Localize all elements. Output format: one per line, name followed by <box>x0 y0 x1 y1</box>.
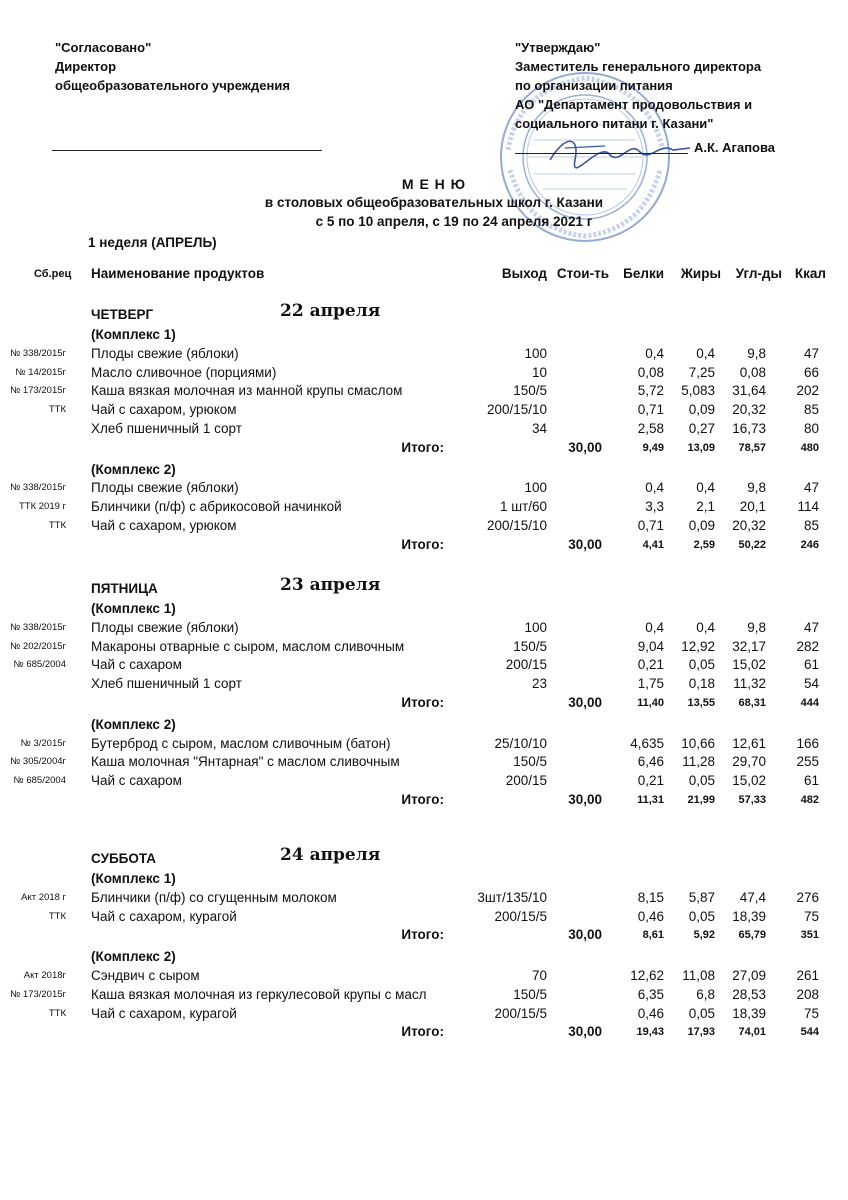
protein: 3,3 <box>645 499 664 515</box>
day-date: 24 апреля <box>280 845 381 865</box>
product-name: Блинчики (п/ф) с абрикосовой начинкой <box>91 499 342 515</box>
output: 100 <box>524 480 547 496</box>
page-subtitle: в столовых общеобразовательных школ г. Казани <box>264 195 604 210</box>
product-name: Масло сливочное (порциями) <box>91 364 277 380</box>
kcal: 276 <box>796 889 819 905</box>
product-name: Чай с сахаром, урюком <box>91 518 237 533</box>
kcal: 85 <box>803 402 819 418</box>
output: 200/15 <box>505 657 547 673</box>
total-protein: 8,61 <box>642 929 664 942</box>
day-name: ЧЕТВЕРГ <box>91 307 154 322</box>
table-row <box>0 908 848 926</box>
complex-title: (Комплекс 1) <box>91 871 176 886</box>
output: 34 <box>531 421 547 436</box>
carbs: 9,8 <box>747 345 766 361</box>
output: 3шт/135/10 <box>477 889 547 905</box>
fat: 0,27 <box>688 421 715 436</box>
product-name: Хлеб пшеничный 1 сорт <box>91 421 242 436</box>
recipe-code: ТТК <box>48 404 66 416</box>
complex-label <box>0 461 848 479</box>
signature-line-right <box>515 153 688 154</box>
approval-right <box>515 38 761 133</box>
total-protein: 11,31 <box>637 794 664 806</box>
approval-right-line4: социального питани г. Казани" <box>515 116 714 131</box>
complex-title: (Комплекс 2) <box>91 716 176 732</box>
total-row <box>0 791 848 809</box>
col-name: Наименование продуктов <box>91 266 265 281</box>
table-row <box>0 1005 848 1023</box>
protein: 0,4 <box>645 480 664 496</box>
table-row <box>0 986 848 1004</box>
carbs: 0,08 <box>739 364 766 380</box>
approval-right-line1: Заместитель генерального директора <box>515 59 762 74</box>
fat: 12,92 <box>681 638 715 654</box>
total-label: Итого: <box>401 695 444 710</box>
output: 150/5 <box>513 754 547 770</box>
carbs: 20,32 <box>732 518 766 533</box>
col-kcal: Ккал <box>794 266 826 281</box>
day-header <box>0 301 848 322</box>
carbs: 20,1 <box>739 499 766 515</box>
recipe-code: ТТК 2019 г <box>18 501 66 513</box>
complex-title: (Комплекс 2) <box>91 461 176 477</box>
recipe-code: ТТК <box>48 520 66 531</box>
table-row <box>0 967 848 985</box>
total-row <box>0 1023 848 1041</box>
total-fat: 13,55 <box>687 697 715 709</box>
protein: 12,62 <box>630 968 664 983</box>
total-price: 30,00 <box>568 439 602 455</box>
recipe-code: № 173/2015г <box>10 385 66 397</box>
protein: 0,46 <box>637 908 664 924</box>
total-price: 30,00 <box>568 1024 602 1040</box>
table-row <box>0 420 848 438</box>
product-name: Каша вязкая молочная из геркулесовой крупы с масл <box>91 986 427 1002</box>
fat: 0,05 <box>688 773 715 789</box>
recipe-code: № 685/2004 <box>13 659 66 671</box>
output: 200/15/5 <box>494 1005 547 1021</box>
total-kcal: 480 <box>800 441 819 454</box>
table-row <box>0 772 848 790</box>
protein: 6,46 <box>637 754 664 770</box>
carbs: 28,53 <box>732 986 766 1002</box>
protein: 0,46 <box>637 1005 664 1021</box>
total-label: Итого: <box>401 439 444 455</box>
total-fat: 13,09 <box>687 441 715 454</box>
protein: 0,4 <box>645 345 664 361</box>
product-name: Блинчики (п/ф) со сгущенным молоком <box>91 889 337 905</box>
product-name: Чай с сахаром <box>91 773 182 789</box>
table-row <box>0 656 848 674</box>
kcal: 208 <box>796 986 819 1002</box>
day-header <box>0 845 848 866</box>
carbs: 18,39 <box>732 908 766 924</box>
product-name: Чай с сахаром, урюком <box>91 402 237 418</box>
recipe-code: № 14/2015г <box>15 366 66 378</box>
fat: 11,28 <box>682 754 715 770</box>
col-output: Выход <box>501 266 547 281</box>
fat: 0,4 <box>696 480 715 496</box>
kcal: 75 <box>803 1005 819 1021</box>
kcal: 61 <box>803 773 819 789</box>
kcal: 202 <box>796 383 819 399</box>
carbs: 9,8 <box>747 619 766 635</box>
day-header <box>0 575 848 596</box>
kcal: 166 <box>796 735 819 751</box>
total-carbs: 65,79 <box>738 929 766 942</box>
total-fat: 5,92 <box>693 929 715 942</box>
table-row <box>0 364 848 382</box>
table-row <box>0 517 848 535</box>
complex-label <box>0 716 848 734</box>
table-row <box>0 401 848 419</box>
total-carbs: 74,01 <box>738 1026 766 1039</box>
output: 150/5 <box>513 383 547 399</box>
output: 100 <box>524 619 547 635</box>
total-fat: 17,93 <box>687 1026 715 1039</box>
fat: 10,66 <box>681 735 715 751</box>
fat: 0,09 <box>688 518 715 533</box>
carbs: 31,64 <box>732 383 766 399</box>
total-price: 30,00 <box>568 792 602 807</box>
kcal: 47 <box>803 480 819 496</box>
carbs: 47,4 <box>739 889 766 905</box>
approval-left-title: "Согласовано" <box>55 40 152 55</box>
total-row <box>0 694 848 712</box>
total-kcal: 444 <box>800 697 819 709</box>
kcal: 261 <box>796 968 819 983</box>
product-name: Бутерброд с сыром, маслом сливочным (батон) <box>91 735 391 751</box>
total-price: 30,00 <box>568 927 602 943</box>
carbs: 11,32 <box>733 676 766 692</box>
recipe-code: № 202/2015г <box>10 640 66 652</box>
complex-label <box>0 870 848 888</box>
fat: 0,4 <box>696 345 715 361</box>
protein: 5,72 <box>637 383 664 399</box>
product-name: Чай с сахаром, курагой <box>91 1005 237 1021</box>
recipe-code: № 338/2015г <box>10 482 66 494</box>
recipe-code: ТТК <box>48 1007 66 1019</box>
table-row <box>0 345 848 363</box>
total-carbs: 78,57 <box>738 441 766 454</box>
complex-title: (Комплекс 1) <box>91 327 176 342</box>
protein: 1,75 <box>637 676 664 692</box>
product-name: Чай с сахаром, курагой <box>91 908 237 924</box>
fat: 2,1 <box>696 499 715 515</box>
approval-right-line2: по организации питания <box>515 78 673 93</box>
protein: 0,21 <box>637 773 664 789</box>
output: 200/15/5 <box>494 908 547 924</box>
recipe-code: № 305/2004г <box>10 756 66 768</box>
complex-label <box>0 948 848 966</box>
output: 200/15/10 <box>486 518 547 533</box>
recipe-code: ТТК <box>48 910 66 922</box>
kcal: 54 <box>803 676 819 692</box>
approval-right-title: "Утверждаю" <box>515 40 601 55</box>
total-fat: 2,59 <box>693 538 715 551</box>
protein: 9,04 <box>637 638 664 654</box>
complex-label <box>0 600 848 618</box>
recipe-code: № 685/2004 <box>13 775 66 787</box>
carbs: 15,02 <box>732 657 766 673</box>
output: 100 <box>524 345 547 361</box>
day-name: СУББОТА <box>91 851 157 866</box>
complex-title: (Комплекс 2) <box>91 949 176 965</box>
col-price: Стои-ть <box>556 266 609 281</box>
table-row <box>0 498 848 516</box>
total-kcal: 351 <box>800 929 819 942</box>
product-name: Плоды свежие (яблоки) <box>91 619 239 635</box>
total-label: Итого: <box>401 792 444 807</box>
approval-right-line3: АО "Департамент продовольствия и <box>515 97 753 112</box>
total-fat: 21,99 <box>687 794 715 806</box>
kcal: 85 <box>803 518 819 533</box>
total-carbs: 68,31 <box>738 697 766 709</box>
recipe-code: № 338/2015г <box>10 621 66 633</box>
fat: 11,08 <box>682 968 715 983</box>
product-name: Макароны отварные с сыром, маслом сливочным <box>91 638 405 654</box>
total-row <box>0 926 848 944</box>
carbs: 32,17 <box>732 638 766 654</box>
product-name: Чай с сахаром <box>91 657 182 673</box>
output: 10 <box>531 364 547 380</box>
column-headers <box>0 265 848 283</box>
protein: 2,58 <box>637 421 664 436</box>
protein: 0,08 <box>637 364 664 380</box>
output: 23 <box>531 676 547 692</box>
kcal: 80 <box>803 421 819 436</box>
kcal: 47 <box>803 345 819 361</box>
fat: 0,09 <box>688 402 715 418</box>
total-row <box>0 536 848 554</box>
fat: 0,18 <box>688 676 715 692</box>
signature-line-left <box>52 150 322 151</box>
total-protein: 11,40 <box>637 697 664 709</box>
output: 25/10/10 <box>494 735 547 751</box>
output: 70 <box>531 968 547 983</box>
table-row <box>0 675 848 693</box>
kcal: 255 <box>796 754 819 770</box>
total-price: 30,00 <box>568 695 602 710</box>
fat: 5,87 <box>688 889 715 905</box>
recipe-code: № 338/2015г <box>10 347 66 359</box>
total-kcal: 544 <box>800 1026 819 1039</box>
output: 150/5 <box>513 986 547 1002</box>
kcal: 61 <box>803 657 819 673</box>
table-row <box>0 619 848 637</box>
kcal: 75 <box>803 908 819 924</box>
carbs: 29,70 <box>732 754 766 770</box>
protein: 8,15 <box>637 889 664 905</box>
page-dates: с 5 по 10 апреля, с 19 по 24 апреля 2021 г <box>315 214 593 229</box>
col-fat: Жиры <box>680 266 721 281</box>
col-carbs: Угл-ды <box>735 266 782 281</box>
product-name: Плоды свежие (яблоки) <box>91 480 239 496</box>
total-protein: 4,41 <box>642 538 664 551</box>
recipe-code: Акт 2018г <box>23 970 66 981</box>
approval-left-line2: общеобразовательного учреждения <box>55 78 290 93</box>
complex-title: (Комплекс 1) <box>91 601 176 616</box>
recipe-code: № 3/2015г <box>20 737 66 749</box>
page-title: М Е Н Ю <box>401 176 467 192</box>
approval-left <box>55 38 290 95</box>
protein: 0,71 <box>637 402 664 418</box>
output: 150/5 <box>513 638 547 654</box>
protein: 6,35 <box>637 986 664 1002</box>
approval-signer: А.К. Агапова <box>694 140 776 155</box>
approval-left-line1: Директор <box>55 59 117 74</box>
kcal: 47 <box>803 619 819 635</box>
kcal: 282 <box>796 638 819 654</box>
fat: 6,8 <box>696 986 715 1002</box>
product-name: Каша вязкая молочная из манной крупы смаслом <box>91 383 403 399</box>
table-row <box>0 753 848 771</box>
carbs: 20,32 <box>732 402 766 418</box>
col-code: Сб.рец <box>34 268 72 280</box>
protein: 4,635 <box>630 735 664 751</box>
total-carbs: 57,33 <box>738 794 766 806</box>
product-name: Хлеб пшеничный 1 сорт <box>91 676 242 692</box>
fat: 5,083 <box>681 383 715 399</box>
fat: 0,05 <box>688 657 715 673</box>
product-name: Каша молочная "Янтарная" с маслом сливочным <box>91 754 400 770</box>
carbs: 16,73 <box>732 421 766 436</box>
recipe-code: Акт 2018 г <box>21 891 66 903</box>
table-row <box>0 638 848 656</box>
protein: 0,71 <box>637 518 664 533</box>
table-row <box>0 735 848 753</box>
total-kcal: 482 <box>800 794 819 806</box>
protein: 0,21 <box>637 657 664 673</box>
total-protein: 9,49 <box>642 441 664 454</box>
carbs: 9,8 <box>747 480 766 496</box>
complex-label <box>0 326 848 344</box>
output: 200/15 <box>505 773 547 789</box>
carbs: 27,09 <box>732 968 766 983</box>
carbs: 12,61 <box>732 735 766 751</box>
output: 200/15/10 <box>486 402 547 418</box>
output: 1 шт/60 <box>499 499 547 515</box>
fat: 0,05 <box>688 908 715 924</box>
total-label: Итого: <box>401 927 444 943</box>
carbs: 18,39 <box>732 1005 766 1021</box>
day-date: 23 апреля <box>280 575 381 595</box>
kcal: 114 <box>797 499 819 515</box>
carbs: 15,02 <box>732 773 766 789</box>
total-carbs: 50,22 <box>738 538 766 551</box>
total-label: Итого: <box>401 1024 444 1040</box>
product-name: Сэндвич с сыром <box>91 968 200 983</box>
recipe-code: № 173/2015г <box>10 988 66 1000</box>
protein: 0,4 <box>645 619 664 635</box>
fat: 0,4 <box>696 619 715 635</box>
total-kcal: 246 <box>800 538 819 551</box>
table-row <box>0 479 848 497</box>
day-name: ПЯТНИЦА <box>91 581 158 596</box>
fat: 7,25 <box>688 364 715 380</box>
week-label: 1 неделя (АПРЕЛЬ) <box>88 235 217 250</box>
total-protein: 19,43 <box>636 1026 664 1039</box>
col-protein: Белки <box>623 266 664 281</box>
table-row <box>0 382 848 400</box>
fat: 0,05 <box>688 1005 715 1021</box>
day-date: 22 апреля <box>280 301 381 321</box>
total-price: 30,00 <box>568 536 602 552</box>
kcal: 66 <box>803 364 819 380</box>
total-row <box>0 439 848 457</box>
total-label: Итого: <box>401 536 444 552</box>
table-row <box>0 889 848 907</box>
product-name: Плоды свежие (яблоки) <box>91 345 239 361</box>
